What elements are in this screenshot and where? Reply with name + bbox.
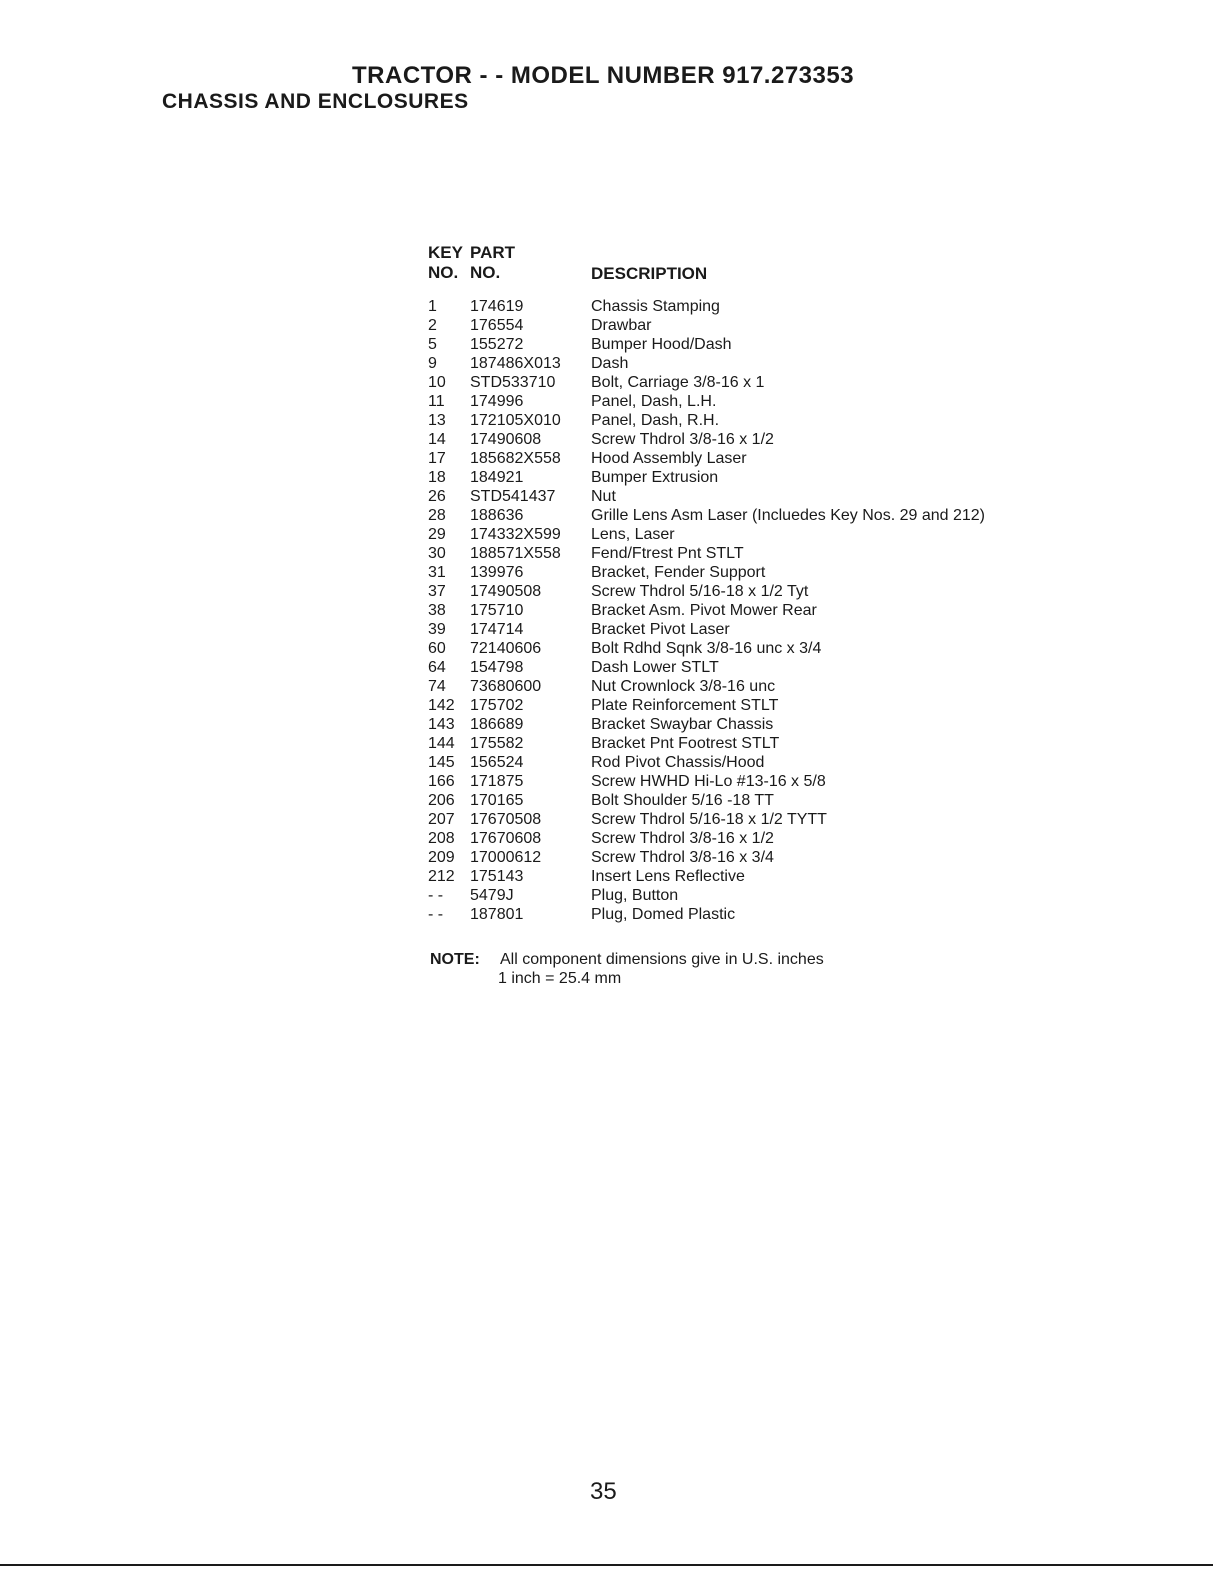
description-cell: Chassis Stamping — [591, 298, 720, 315]
description-cell: Bolt, Carriage 3/8-16 x 1 — [591, 374, 765, 391]
key-no-cell: 208 — [428, 830, 455, 847]
description-cell: Grille Lens Asm Laser (Incluedes Key Nos. 29 and 212) — [591, 507, 985, 524]
part-no-cell: 186689 — [470, 716, 524, 733]
description-cell: Hood Assembly Laser — [591, 450, 747, 467]
key-no-cell: 18 — [428, 469, 446, 486]
part-no-cell: 176554 — [470, 317, 524, 334]
part-no-cell: 187486X013 — [470, 355, 561, 372]
key-no-cell: 166 — [428, 773, 455, 790]
key-no-cell: 142 — [428, 697, 455, 714]
key-no-cell: 30 — [428, 545, 446, 562]
description-cell: Screw Thdrol 5/16-18 x 1/2 TYTT — [591, 811, 827, 828]
description-cell: Bracket Swaybar Chassis — [591, 716, 774, 733]
key-no-cell: 212 — [428, 868, 455, 885]
part-no-cell: 174332X599 — [470, 526, 561, 543]
key-no-cell: 206 — [428, 792, 455, 809]
description-cell: Bumper Hood/Dash — [591, 336, 732, 353]
key-no-cell: 2 — [428, 317, 437, 334]
part-no-cell: 139976 — [470, 564, 524, 581]
part-no-cell: 155272 — [470, 336, 524, 353]
part-no-cell: 156524 — [470, 754, 524, 771]
part-no-cell: 17670508 — [470, 811, 542, 828]
key-no-cell: 145 — [428, 754, 455, 771]
page-number: 35 — [590, 1478, 617, 1505]
note — [430, 950, 824, 987]
key-no-cell: 207 — [428, 811, 455, 828]
key-no-cell: 74 — [428, 678, 446, 695]
key-no-cell: 10 — [428, 374, 446, 391]
part-no-cell: 188571X558 — [470, 545, 561, 562]
description-cell: Bracket Pivot Laser — [591, 621, 730, 638]
key-no-cell: 143 — [428, 716, 455, 733]
page-title: TRACTOR - - MODEL NUMBER 917.273353 — [352, 62, 855, 89]
key-no-cell: 29 — [428, 526, 446, 543]
key-no-cell: 39 — [428, 621, 446, 638]
part-no-cell: 174714 — [470, 621, 524, 638]
bottom-divider — [0, 1564, 1213, 1566]
key-no-cell: 11 — [428, 393, 445, 410]
description-cell: Dash — [591, 355, 629, 372]
part-no-cell: 73680600 — [470, 678, 542, 695]
key-no-cell: 209 — [428, 849, 455, 866]
part-no-cell: 5479J — [470, 887, 514, 904]
key-no-cell: - - — [428, 906, 444, 923]
part-no-cell: 17490508 — [470, 583, 542, 600]
key-header-line2: NO. — [428, 263, 459, 282]
part-no-cell: 185682X558 — [470, 450, 561, 467]
note-label: NOTE: — [430, 951, 480, 968]
part-no-cell: STD541437 — [470, 488, 556, 505]
part-no-header — [470, 243, 530, 283]
key-no-cell: 26 — [428, 488, 446, 505]
part-no-cell: STD533710 — [470, 374, 556, 391]
key-no-cell: 144 — [428, 735, 455, 752]
description-cell: Bracket, Fender Support — [591, 564, 766, 581]
description-cell: Screw Thdrol 3/8-16 x 3/4 — [591, 849, 774, 866]
part-no-cell: 17000612 — [470, 849, 542, 866]
part-no-cell: 174996 — [470, 393, 524, 410]
key-header-line1: KEY — [428, 243, 463, 262]
part-no-cell: 174619 — [470, 298, 524, 315]
part-no-cell: 175702 — [470, 697, 524, 714]
description-cell: Bumper Extrusion — [591, 469, 719, 486]
note-line1: All component dimensions give in U.S. inches — [500, 951, 824, 968]
description-cell: Panel, Dash, R.H. — [591, 412, 720, 429]
part-no-cell: 175582 — [470, 735, 524, 752]
description-cell: Plug, Button — [591, 887, 679, 904]
key-no-cell: 31 — [428, 564, 446, 581]
key-no-cell: 14 — [428, 431, 446, 448]
description-cell: Bolt Shoulder 5/16 -18 TT — [591, 792, 774, 809]
key-no-cell: 37 — [428, 583, 446, 600]
part-no-cell: 171875 — [470, 773, 524, 790]
description-cell: Bolt Rdhd Sqnk 3/8-16 unc x 3/4 — [591, 640, 822, 657]
key-no-cell: 9 — [428, 355, 437, 372]
key-no-cell: 38 — [428, 602, 446, 619]
part-header-line2: NO. — [470, 263, 501, 282]
key-no-cell: 17 — [428, 450, 446, 467]
description-cell: Fend/Ftrest Pnt STLT — [591, 545, 744, 562]
description-cell: Bracket Pnt Footrest STLT — [591, 735, 780, 752]
part-no-cell: 170165 — [470, 792, 524, 809]
description-cell: Lens, Laser — [591, 526, 675, 543]
description-cell: Dash Lower STLT — [591, 659, 719, 676]
part-no-cell: 188636 — [470, 507, 524, 524]
description-cell: Insert Lens Reflective — [591, 868, 745, 885]
description-cell: Nut Crownlock 3/8-16 unc — [591, 678, 776, 695]
description-cell: Nut — [591, 488, 616, 505]
part-no-cell: 187801 — [470, 906, 524, 923]
key-no-cell: 1 — [428, 298, 437, 315]
description-cell: Screw Thdrol 5/16-18 x 1/2 Tyt — [591, 583, 809, 600]
key-no-cell: 64 — [428, 659, 446, 676]
part-no-cell: 172105X010 — [470, 412, 561, 429]
description-header: DESCRIPTION — [591, 264, 708, 283]
key-no-header — [428, 243, 468, 283]
description-cell: Screw Thdrol 3/8-16 x 1/2 — [591, 431, 774, 448]
part-no-cell: 175710 — [470, 602, 524, 619]
description-cell: Bracket Asm. Pivot Mower Rear — [591, 602, 817, 619]
part-no-cell: 72140606 — [470, 640, 542, 657]
description-cell: Drawbar — [591, 317, 652, 334]
key-no-cell: 28 — [428, 507, 446, 524]
description-cell: Screw HWHD Hi-Lo #13-16 x 5/8 — [591, 773, 826, 790]
part-no-cell: 175143 — [470, 868, 524, 885]
key-no-cell: 5 — [428, 336, 437, 353]
description-cell: Screw Thdrol 3/8-16 x 1/2 — [591, 830, 774, 847]
part-no-cell: 184921 — [470, 469, 524, 486]
part-no-cell: 17670608 — [470, 830, 542, 847]
description-cell: Panel, Dash, L.H. — [591, 393, 717, 410]
part-no-cell: 154798 — [470, 659, 524, 676]
key-no-cell: 13 — [428, 412, 446, 429]
part-header-line1: PART — [470, 243, 516, 262]
description-cell: Rod Pivot Chassis/Hood — [591, 754, 765, 771]
description-cell: Plate Reinforcement STLT — [591, 697, 779, 714]
key-no-cell: - - — [428, 887, 444, 904]
key-no-cell: 60 — [428, 640, 446, 657]
section-subtitle: CHASSIS AND ENCLOSURES — [162, 90, 469, 113]
part-no-cell: 17490608 — [470, 431, 542, 448]
description-cell: Plug, Domed Plastic — [591, 906, 736, 923]
note-line2: 1 inch = 25.4 mm — [498, 970, 622, 987]
